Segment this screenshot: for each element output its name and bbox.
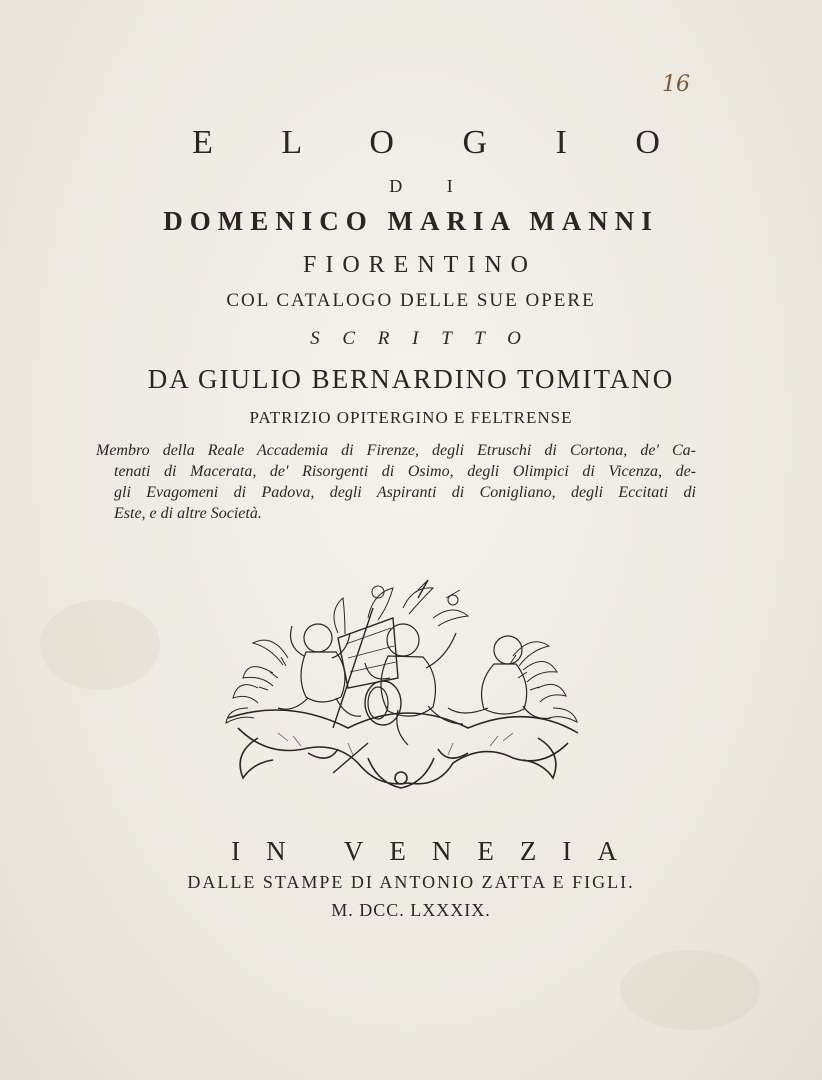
putto-left	[278, 624, 361, 716]
memberships-line: Membro della Reale Accademia di Firenze, degli Etruschi di Cortona, de' Ca-	[96, 442, 696, 459]
paper-stain	[40, 600, 160, 690]
memberships-line: gli Evagomeni di Padova, degli Aspiranti di Conigliano, degli Eccitati di	[114, 484, 696, 501]
title-di: D I	[389, 176, 473, 196]
subject-name: DOMENICO MARIA MANNI	[163, 206, 659, 236]
catalogue-line: COL CATALOGO DELLE SUE OPERE	[226, 290, 596, 311]
imprint-press: DALLE STAMPE DI ANTONIO ZATTA E FIGLI.	[187, 872, 635, 892]
putto-right	[448, 636, 551, 719]
memberships-paragraph	[96, 440, 696, 524]
subject-origin: FIORENTINO	[303, 252, 537, 278]
foliage-right	[510, 642, 577, 722]
imprint-city: IN VENEZIA	[231, 836, 643, 866]
paper-stain	[620, 950, 760, 1030]
putti-vignette-icon	[218, 578, 584, 794]
patrician-line: PATRIZIO OPITERGINO E FELTRENSE	[249, 408, 573, 427]
author-line: DA GIULIO BERNARDINO TOMITANO	[147, 364, 675, 394]
rocaille-base	[228, 710, 578, 788]
memberships-line: tenati di Macerata, de' Risorgenti di Osimo, degli Olimpici di Vicenza, de-	[114, 463, 696, 480]
imprint-year: M. DCC. LXXXIX.	[331, 900, 491, 920]
scritto-line: S C R I T T O	[310, 328, 530, 349]
memberships-line: Este, e di altre Società.	[114, 505, 262, 522]
putto-center	[365, 624, 463, 745]
page-number: 16	[662, 72, 690, 97]
title: E L O G I O	[192, 124, 690, 161]
foliage-top	[334, 580, 468, 634]
